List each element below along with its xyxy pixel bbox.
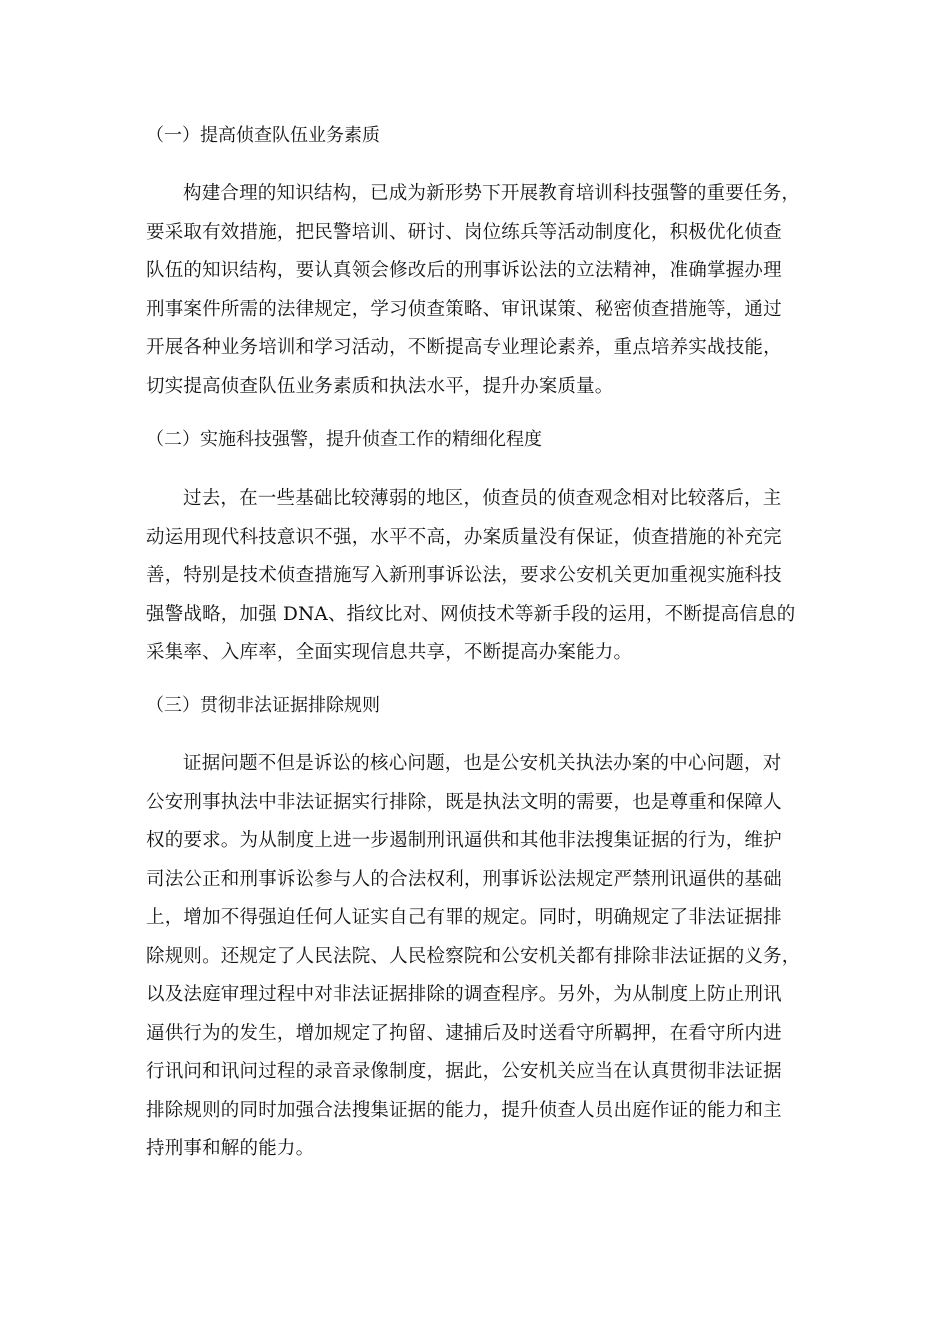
paragraph-line: 过去，在一些基础比较薄弱的地区，侦查员的侦查观念相对比较落后，主: [183, 488, 782, 509]
paragraph-line: 切实提高侦查队伍业务素质和执法水平，提升办案质量。: [146, 375, 614, 397]
paragraph-line: 以及法庭审理过程中对非法证据排除的调查程序。另外，为从制度上防止刑讯: [146, 984, 782, 1005]
section-2-paragraph: [146, 480, 814, 673]
section-2-heading: （二）实施科技强警，提升侦查工作的精细化程度: [146, 429, 542, 450]
paragraph-line: 除规则。还规定了人民法院、人民检察院和公安机关都有排除非法证据的义务，: [146, 945, 801, 967]
section-1-paragraph: [146, 175, 814, 406]
paragraph-line: 善，特别是技术侦查措施写入新刑事诉讼法，要求公安机关更加重视实施科技: [146, 565, 782, 586]
paragraph-line: 持刑事和解的能力。: [146, 1138, 315, 1159]
paragraph-line: 行讯问和讯问过程的录音录像制度，据此，公安机关应当在认真贯彻非法证据: [146, 1061, 782, 1082]
paragraph-line: 上，增加不得强迫任何人证实自己有罪的规定。同时，明确规定了非法证据排: [146, 907, 782, 928]
paragraph-line: 逼供行为的发生，增加规定了拘留、逮捕后及时送看守所羁押，在看守所内进: [146, 1022, 782, 1044]
paragraph-line: 证据问题不但是诉讼的核心问题，也是公安机关执法办案的中心问题，对: [183, 753, 782, 774]
section-3-heading: （三）贯彻非法证据排除规则: [146, 695, 380, 716]
paragraph-line: 刑事案件所需的法律规定，学习侦查策略、审讯谋策、秘密侦查措施等，通过: [146, 298, 782, 320]
paragraph-line: 要采取有效措施，把民警培训、研讨、岗位练兵等活动制度化，积极优化侦查: [146, 221, 782, 243]
paragraph-line: 采集率、入库率，全面实现信息共享，不断提高办案能力。: [146, 642, 633, 663]
paragraph-line: 司法公正和刑事诉讼参与人的合法权利，刑事诉讼法规定严禁刑讯逼供的基础: [146, 868, 782, 890]
paragraph-line: 动运用现代科技意识不强，水平不高，办案质量没有保证，侦查措施的补充完: [146, 526, 782, 548]
paragraph-line: 公安刑事执法中非法证据实行排除，既是执法文明的需要，也是尊重和保障人: [146, 791, 782, 813]
section-3-paragraph: [146, 745, 814, 1169]
paragraph-line: 开展各种业务培训和学习活动，不断提高专业理论素养，重点培养实战技能，: [146, 337, 782, 358]
paragraph-line: 强警战略，加强 DNA、指纹比对、网侦技术等新手段的运用，不断提高信息的: [146, 603, 796, 625]
paragraph-line: 排除规则的同时加强合法搜集证据的能力，提升侦查人员出庭作证的能力和主: [146, 1099, 782, 1121]
paragraph-line: 队伍的知识结构，要认真领会修改后的刑事诉讼法的立法精神，准确掌握办理: [146, 260, 782, 281]
paragraph-line: 构建合理的知识结构，已成为新形势下开展教育培训科技强警的重要任务，: [183, 183, 801, 204]
paragraph-line: 权的要求。为从制度上进一步遏制刑讯逼供和其他非法搜集证据的行为，维护: [146, 830, 782, 851]
section-1-heading: （一）提高侦查队伍业务素质: [146, 125, 380, 146]
